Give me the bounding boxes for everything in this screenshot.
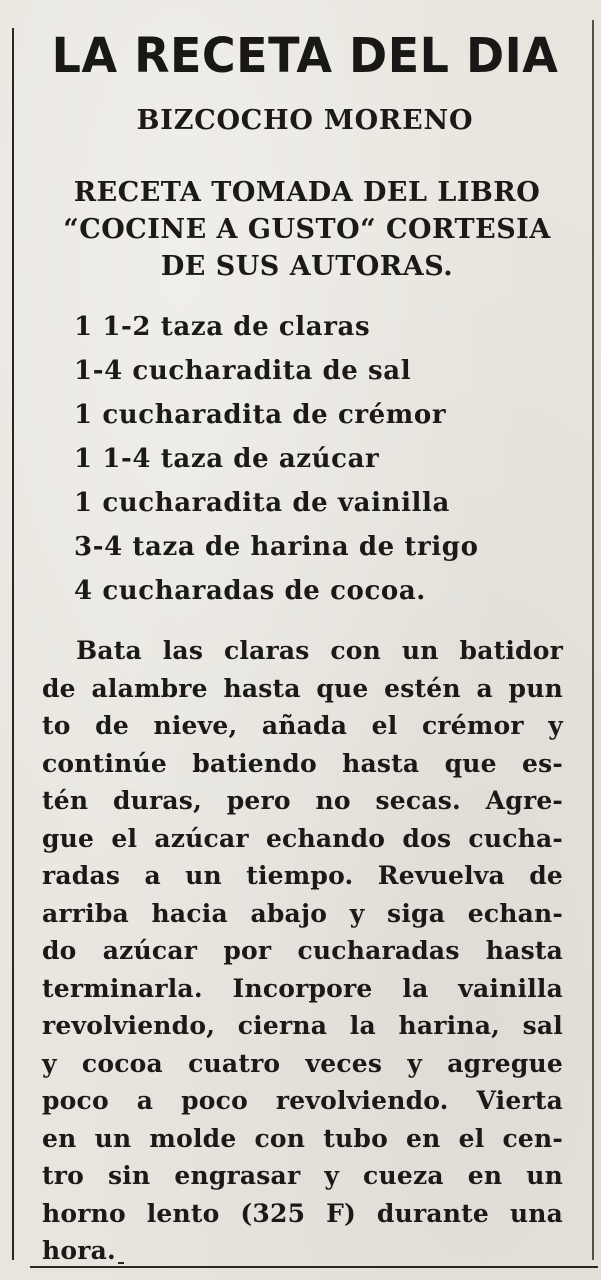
ingredient-item: 1 cucharadita de crémor	[74, 400, 447, 430]
ingredient-item: 1 1-2 taza de claras	[74, 312, 371, 342]
page-title: LA RECETA DEL DIA	[51, 26, 559, 84]
instructions-line: arriba hacia abajo y siga echan-	[42, 898, 563, 928]
instructions-paragraph	[42, 632, 563, 1270]
instructions-line: horno lento (325 F) durante una	[42, 1198, 563, 1228]
ingredient-list	[74, 305, 574, 613]
instructions-line: do azúcar por cucharadas hasta	[42, 936, 563, 965]
instructions-line: Bata las claras con un batidor	[76, 636, 563, 665]
ingredient-item: 1 cucharadita de vainilla	[74, 488, 450, 518]
source-line: RECETA TOMADA DEL LIBRO	[73, 177, 541, 208]
instructions-line: continúe batiendo hasta que es-	[42, 748, 563, 778]
instructions-line: radas a un tiempo. Revuelva de	[42, 861, 563, 890]
ingredient-item: 4 cucharadas de cocoa.	[74, 576, 426, 606]
instructions-line: de alambre hasta que estén a pun	[42, 673, 563, 703]
instructions-line: gue el azúcar echando dos cucha-	[42, 823, 563, 853]
source-line: DE SUS AUTORAS.	[160, 251, 454, 282]
instructions-line: revolviendo, cierna la harina, sal	[42, 1011, 563, 1040]
instructions-line: y cocoa cuatro veces y agregue	[42, 1048, 563, 1078]
instructions-line: terminarla. Incorpore la vainilla	[42, 973, 563, 1003]
source-line: “COCINE A GUSTO“ CORTESIA	[63, 214, 551, 245]
right-column-rule	[592, 20, 594, 1260]
instructions-line: tén duras, pero no secas. Agre-	[42, 786, 563, 815]
ingredient-item: 3-4 taza de harina de trigo	[74, 532, 479, 562]
ingredient-item: 1-4 cucharadita de sal	[74, 356, 412, 386]
instructions-line: poco a poco revolviendo. Vierta	[42, 1086, 563, 1115]
instructions-line: en un molde con tubo en el cen-	[42, 1123, 563, 1153]
ingredient-item: 1 1-4 taza de azúcar	[74, 444, 380, 474]
instructions-line: tro sin engrasar y cueza en un	[42, 1161, 563, 1190]
instructions-line: to de nieve, añada el crémor y	[42, 711, 563, 740]
recipe-name: BIZCOCHO MORENO	[136, 105, 474, 136]
left-column-rule	[12, 28, 14, 1260]
recipe-source	[24, 174, 590, 285]
instructions-line: hora.	[42, 1236, 116, 1265]
